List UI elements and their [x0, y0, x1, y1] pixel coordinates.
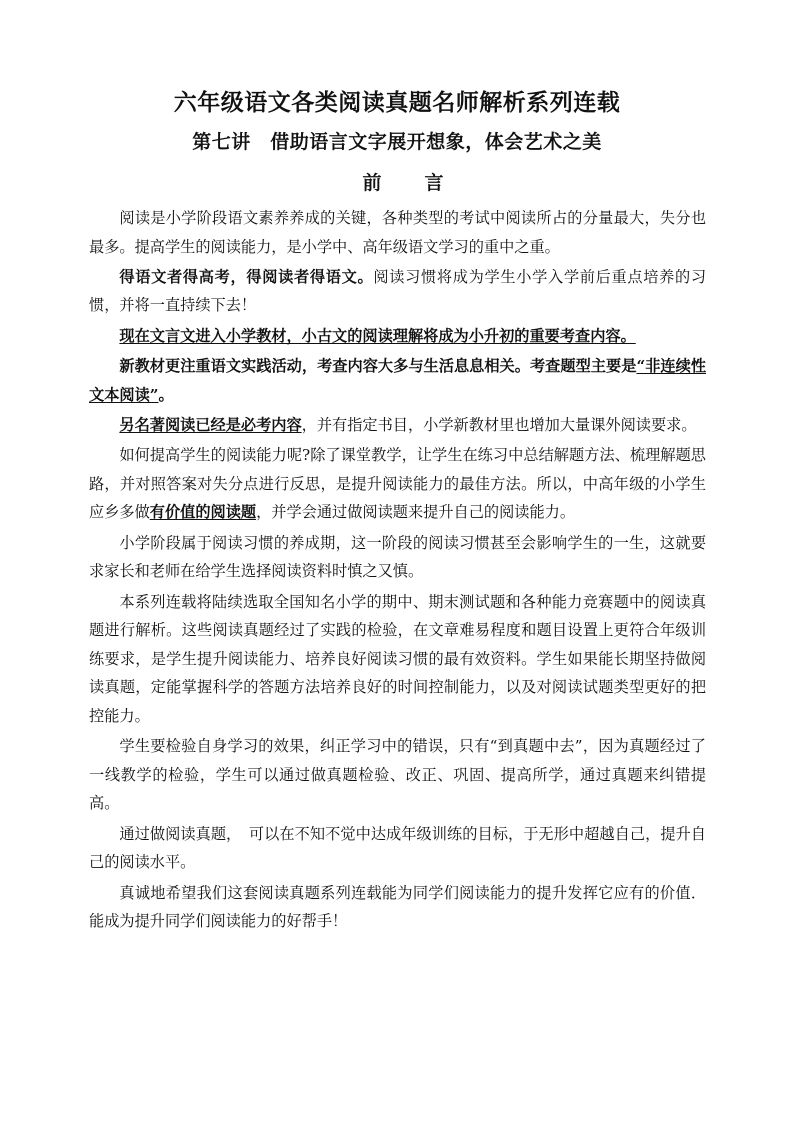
paragraph-5-bold-underline: 另名著阅读已经是必考内容 — [119, 415, 302, 434]
paragraph-6-text-a: 如何提高学生的阅读能力呢?除了课堂教学，让学生在练习中总结解题方法、梳理解题思路，并对照答案对失分点进行反思，是提升阅读能力的最佳方法。所以，中高年级的小学生应乡多做 — [89, 446, 706, 522]
paragraph-4-bold: 新教材更注重语文实践活动，考查内容大多与生活息息相关。考查题型主要是 — [119, 357, 637, 376]
paragraph-2-text: 阅读习惯将成为学生小学入学前后重点培养的习惯，并将一直持续下去！ — [89, 267, 707, 315]
document-subtitle: 第七讲 借助语言文字展开想象，体会艺术之美 — [192, 131, 602, 153]
paragraph-4-bold-underline: “非连续性文本阅读” — [89, 357, 707, 404]
paragraph-8: 本系列连载将陆续选取全国知名小学的期中、期末测试题和各种能力竞赛题中的阅读真题进行解析。这些阅读真题经过了实践的检验，在文章难易程度和题目设置上更符合年级训练要求，是学生提升阅读能力、培养良好阅读习惯的最有效资料。学生如果能长期坚持做阅读真题，定能掌握科学的答题方法培养良好的时间控制能力，以及对阅读试题类型更好的把控能力。 — [89, 592, 706, 725]
paragraph-3 — [89, 322, 706, 351]
paragraph-2-bold: 得语文者得高考，得阅读者得语文。 — [119, 267, 374, 286]
document-body — [89, 204, 706, 937]
paragraph-6-text-b: ，并学会通过做阅读题来提升自己的阅读能力。 — [256, 503, 575, 522]
paragraph-3-bold-underline: 现在文言文进入小学教材，小古文的阅读理解将成为小升初的重要考查内容。 — [119, 326, 636, 345]
paragraph-9: 学生要检验自身学习的效果，纠正学习中的错误，只有“到真题中去”，因为真题经过了一线教学的检验，学生可以通过做真题检验、改正、巩固、提高所学，通过真题来纠错提高。 — [89, 737, 706, 813]
paragraph-5-text: ，并有指定书目，小学新教材里也增加大量课外阅读要求。 — [301, 415, 697, 434]
paragraph-10: 通过做阅读真题， 可以在不知不觉中达成年级训练的目标，于无形中超越自己，提升自己的阅读水平。 — [89, 824, 706, 872]
paragraph-6-bold-underline: 有价值的阅读题 — [149, 503, 257, 522]
document-title: 六年级语文各类阅读真题名师解析系列连载 — [173, 89, 621, 116]
paragraph-5 — [89, 411, 706, 440]
paragraph-6 — [89, 441, 706, 527]
section-heading: 前 言 — [362, 172, 456, 194]
paragraph-4-bold-end: 。 — [158, 385, 174, 404]
paragraph-4 — [89, 352, 706, 409]
paragraph-11: 真诚地希望我们这套阅读真题系列连载能为同学们阅读能力的提升发挥它应有的价值．能成为提升同学们阅读能力的好帮手！ — [89, 883, 706, 931]
paragraph-1: 阅读是小学阶段语文素养养成的关键，各种类型的考试中阅读所占的分量最大，失分也最多。提高学生的阅读能力，是小学中、高年级语文学习的重中之重。 — [89, 209, 706, 256]
paragraph-2 — [89, 263, 706, 320]
paragraph-7: 小学阶段属于阅读习惯的养成期，这一阶段的阅读习惯甚至会影响学生的一生，这就要求家长和老师在给学生选择阅读资料时慎之又慎。 — [89, 533, 706, 581]
